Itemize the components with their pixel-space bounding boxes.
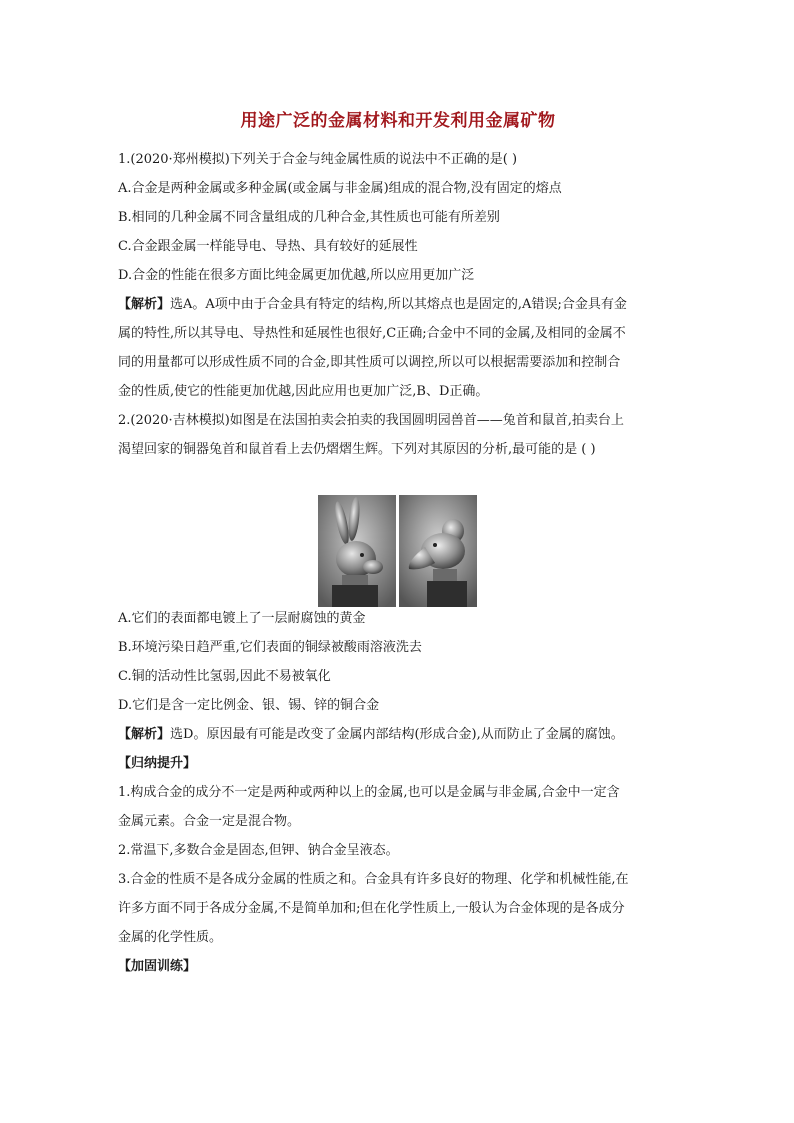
summary-line-5: 许多方面不同于各成分金属,不是简单加和;但在化学性质上,一般认为合金体现的是各成分 [118, 901, 625, 916]
reinforce-heading: 【加固训练】 [118, 959, 197, 974]
summary-line-6: 金属的化学性质。 [118, 930, 223, 945]
question-1-analysis-line-4: 金的性质,使它的性能更加优越,因此应用也更加广泛,B、D正确。 [118, 384, 489, 399]
question-1-stem: 1.(2020·郑州模拟)下列关于合金与纯金属性质的说法中不正确的是( ) [118, 152, 518, 167]
question-1-analysis-line-2: 属的特性,所以其导电、导热性和延展性也很好,C正确;合金中不同的金属,及相同的金属不 [118, 326, 626, 341]
question-2-option-c: C.铜的活动性比氢弱,因此不易被氧化 [118, 669, 331, 684]
page-title: 用途广泛的金属材料和开发利用金属矿物 [240, 111, 556, 131]
question-2-analysis [118, 720, 678, 749]
analysis-text: 选A。A项中由于合金具有特定的结构,所以其熔点也是固定的,A错误;合金具有金 [170, 297, 627, 312]
question-2-option-b: B.环境污染日趋严重,它们表面的铜绿被酸雨溶液洗去 [118, 640, 422, 655]
question-2-option-d: D.它们是含一定比例金、银、锡、锌的铜合金 [118, 698, 380, 713]
rabbit-head-image [318, 495, 397, 607]
question-1-analysis-line-3: 同的用量都可以形成性质不同的合金,即其性质可以调控,所以可以根据需要添加和控制合 [118, 355, 621, 370]
analysis-text: 选D。原因最有可能是改变了金属内部结构(形成合金),从而防止了金属的腐蚀。 [170, 727, 624, 742]
question-2-option-a: A.它们的表面都电镀上了一层耐腐蚀的黄金 [118, 611, 366, 626]
question-1-option-a: A.合金是两种金属或多种金属(或金属与非金属)组成的混合物,没有固定的熔点 [118, 181, 562, 196]
rat-head-image [399, 495, 478, 607]
summary-line-2: 金属元素。合金一定是混合物。 [118, 814, 301, 829]
bronze-heads-photo [318, 495, 477, 607]
summary-line-4: 3.合金的性质不是各成分金属的性质之和。合金具有许多良好的物理、化学和机械性能,在 [118, 872, 629, 887]
summary-line-1: 1.构成合金的成分不一定是两种或两种以上的金属,也可以是金属与非金属,合金中一定含 [118, 785, 620, 800]
question-1-option-b: B.相同的几种金属不同含量组成的几种合金,其性质也可能有所差别 [118, 210, 500, 225]
analysis-tag: 【解析】 [118, 297, 171, 312]
question-1-option-c: C.合金跟金属一样能导电、导热、具有较好的延展性 [118, 239, 418, 254]
summary-heading: 【归纳提升】 [118, 756, 197, 771]
question-1-option-d: D.合金的性能在很多方面比纯金属更加优越,所以应用更加广泛 [118, 268, 475, 283]
question-2-stem-line-2: 渴望回家的铜器兔首和鼠首看上去仍熠熠生辉。下列对其原因的分析,最可能的是 ( ) [118, 442, 596, 457]
analysis-tag: 【解析】 [118, 727, 171, 742]
summary-line-3: 2.常温下,多数合金是固态,但钾、钠合金呈液态。 [118, 843, 399, 858]
question-2-stem-line-1: 2.(2020·吉林模拟)如图是在法国拍卖会拍卖的我国圆明园兽首——兔首和鼠首,拍卖台上 [118, 413, 624, 428]
question-1-analysis-line-1 [118, 290, 678, 319]
